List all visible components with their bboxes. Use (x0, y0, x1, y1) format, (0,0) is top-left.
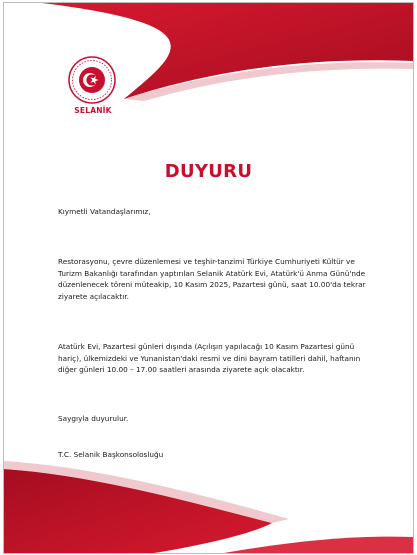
closing-text: Saygıyla duyurulur. (58, 414, 129, 423)
paragraph-opening-hours: Atatürk Evi, Pazartesi günleri dışında (Açılışın yapılacağı 10 Kasım Pazartesi günü hariç), ülkemizdeki ve Yunanistan'daki resmi ve dini bayram tatilleri dahil, haftanın diğer günleri 10.00 – 17.00 saatleri arasında ziyarete açık olacaktır. (58, 342, 361, 375)
page-title: DUYURU (164, 161, 253, 182)
seal-caption: SELANİK (74, 106, 112, 115)
signature-text: T.C. Selanik Başkonsolosluğu (58, 450, 164, 459)
turkish-seal-icon (68, 56, 116, 104)
header-red-wave (4, 3, 413, 133)
greeting-text: Kıymetli Vatandaşlarımız, (58, 207, 151, 216)
paragraph-reopening: Restorasyonu, çevre düzenlemesi ve teşhir-tanzimi Türkiye Cumhuriyeti Kültür ve Turizm Bakanlığı tarafından yaptırılan Selanik Atatürk Evi, Atatürk'ü Anma Günü'nde düzenlenecek töreni müteakip, 10 Kasım 2025, Pazartesi günü, saat 10.00'da tekrar ziyarete açılacaktır. (58, 257, 366, 301)
announcement-page (3, 2, 414, 554)
